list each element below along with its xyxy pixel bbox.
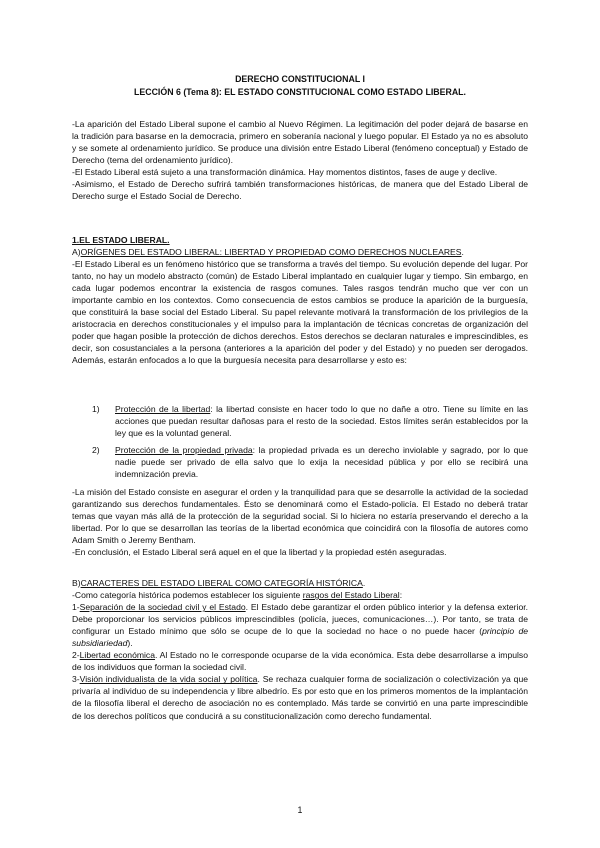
feature-number: 3-: [72, 674, 80, 685]
closing-paragraph: -La misión del Estado consiste en asegurar el orden y la tranquilidad para que se desarrolle la actividad de la sociedad garantizando sus derechos fundamentales. Ésto se denominará como el Estado-policía. El Estado no deberá tratar temas que vayan más allá de la protección de la seguridad social. Si lo hiciera no estaría preservando el derecho a la libertad. Por lo que se desarrollan las teorías de la libertad económica que coincidirá con la filosofía de autores como Adam Smith o Jeremy Bentham.: [72, 487, 528, 546]
page-number: 1: [297, 805, 303, 815]
subsection-prefix: A): [72, 247, 81, 257]
list-item: [92, 403, 528, 439]
feature-item: [72, 601, 528, 649]
feature-title: Visión individualista de la vida social y política: [79, 674, 258, 685]
subsection-title: ORÍGENES DEL ESTADO LIBERAL: LIBERTAD Y PROPIEDAD COMO DERECHOS NUCLEARES: [80, 247, 462, 257]
feature-text-end: ).: [127, 638, 133, 649]
lead-underlined: rasgos del Estado Liberal: [302, 590, 400, 601]
list-item-body: [115, 403, 528, 439]
document-title: DERECHO CONSTITUCIONAL I: [235, 74, 365, 84]
list-item-text: : la libertad consiste en hacer todo lo que no dañe a otro. Tiene su límite en las acciones que puedan resultar dañosas para el resto de la sociedad. Estos límites serán establecidos por la ley que es la voluntad general.: [115, 404, 529, 439]
list-number: 2): [92, 445, 100, 455]
feature-item: [72, 649, 528, 673]
subsection-a-body: -El Estado Liberal es un fenómeno histórico que se transforma a través del tiempo. Su evolución depende del lugar. Por tanto, no hay un modelo abstracto (común) de Estado Liberal implantado en cualquier lugar y tiempo. Sin embargo, en cada lugar podemos encontrar la existencia de rasgos comunes. Tales rasgos tendrán mucho que ver con un importante cambio en los contextos. Como consecuencia de estos cambios se produce la aparición de la burguesía, que constituirá la base social del Estado Liberal. Su papel relevante motivará la transformación de los privilegios de la aristocracia en derechos constitucionales y el impulso para la implantación de técnicas concretas de organización del poder que hagan posible la protección de dichos derechos. Estos derechos se declaran naturales e imprescindibles, es decir, son cosustanciales a la persona (anteriores a la aparición del poder y del Estado) y no pueden ser derogados. Además, estarán enfocados a lo que la burguesía necesita para desarrollarse y esto es:: [72, 259, 528, 366]
list-item-text: : la propiedad privada es un derecho inviolable y sagrado, por lo que nadie puede ser privado de ella salvo que lo exija la necesidad pública y por ello se recibirá una indemnización previa.: [115, 445, 528, 480]
feature-number: 1-: [72, 602, 80, 613]
subsection-title: CARACTERES DEL ESTADO LIBERAL COMO CATEGORÍA HISTÓRICA: [80, 578, 363, 588]
lesson-title: LECCIÓN 6 (Tema 8): EL ESTADO CONSTITUCIONAL COMO ESTADO LIBERAL.: [133, 87, 467, 97]
lead-end: :: [399, 590, 403, 601]
closing-paragraph: -En conclusión, el Estado Liberal será aquel en el que la libertad y la propiedad estén aseguradas.: [72, 547, 447, 558]
feature-item: [72, 673, 528, 721]
intro-paragraph: -La aparición del Estado Liberal supone el cambio al Nuevo Régimen. La legitimación del poder dejará de basarse en la tradición para basarse en la democracia, primero en soberanía nacional y luego popular. El Estado ya no es absoluto y se somete al ordenamiento jurídico. Se produce una división entre Estado Liberal (fenómeno conceptual) y Estado de Derecho (tema del ordenamiento jurídico).: [72, 119, 528, 166]
subsection-prefix: B): [72, 578, 81, 588]
feature-text: . El Estado debe garantizar el orden público interior y la defensa exterior. Debe proporcionar los servicios públicos imprescindibles (policía, jueces, comunicaciones…). Por tanto, se trata de configurar un Estado mínimo que sólo se ocupe de lo que la sociedad no hace o no puede hacer (: [72, 602, 528, 637]
subsection-suffix: .: [362, 578, 366, 588]
list-item-title: Protección de la libertad: [115, 404, 211, 414]
subsection-a: [72, 246, 528, 366]
lead-text: -Como categoría histórica podemos establecer los siguiente: [72, 590, 303, 601]
list-item-title: Protección de la propiedad privada: [115, 445, 253, 455]
feature-text: . Al Estado no le corresponde ocuparse de la vida económica. Esta debe desarrollarse a impulso de los individuos que forman la sociedad civil.: [72, 650, 528, 673]
list-item-body: [115, 444, 528, 480]
intro-paragraph: -El Estado Liberal está sujeto a una transformación dinámica. Hay momentos distintos, fases de auge y declive.: [72, 167, 498, 178]
list-item: [92, 444, 528, 480]
feature-text: . Se rechaza cualquier forma de socialización o colectivización ya que privaría al individuo de su independencia y libre albedrío. Es por esto que en los primeros momentos de la implantación de la filosofía liberal el derecho de asociación no es contemplado. Más tarde se convirtió en una parte imprescindible de los derechos políticos que conducirá a su constitucionalización como derecho fundamental.: [72, 674, 528, 721]
feature-italic: principio de subsidiariedad: [72, 626, 529, 649]
feature-title: Separación de la sociedad civil y el Estado: [79, 602, 246, 613]
subsection-b-heading: [72, 577, 528, 589]
feature-number: 2-: [72, 650, 80, 661]
feature-title: Libertad económica: [79, 650, 156, 661]
section-heading: 1.EL ESTADO LIBERAL.: [72, 235, 170, 245]
subsection-b-lead: [72, 589, 528, 601]
subsection-b: [72, 577, 528, 722]
list-number: 1): [92, 404, 100, 414]
intro-paragraph: -Asimismo, el Estado de Derecho sufrirá también transformaciones históricas, de manera que del Estado Liberal de Derecho surge el Estado Social de Derecho.: [72, 179, 528, 202]
subsection-a-heading: [72, 246, 528, 258]
intro-block: [72, 118, 528, 202]
subsection-a-closing: [72, 486, 528, 558]
subsection-suffix: .: [461, 247, 464, 257]
